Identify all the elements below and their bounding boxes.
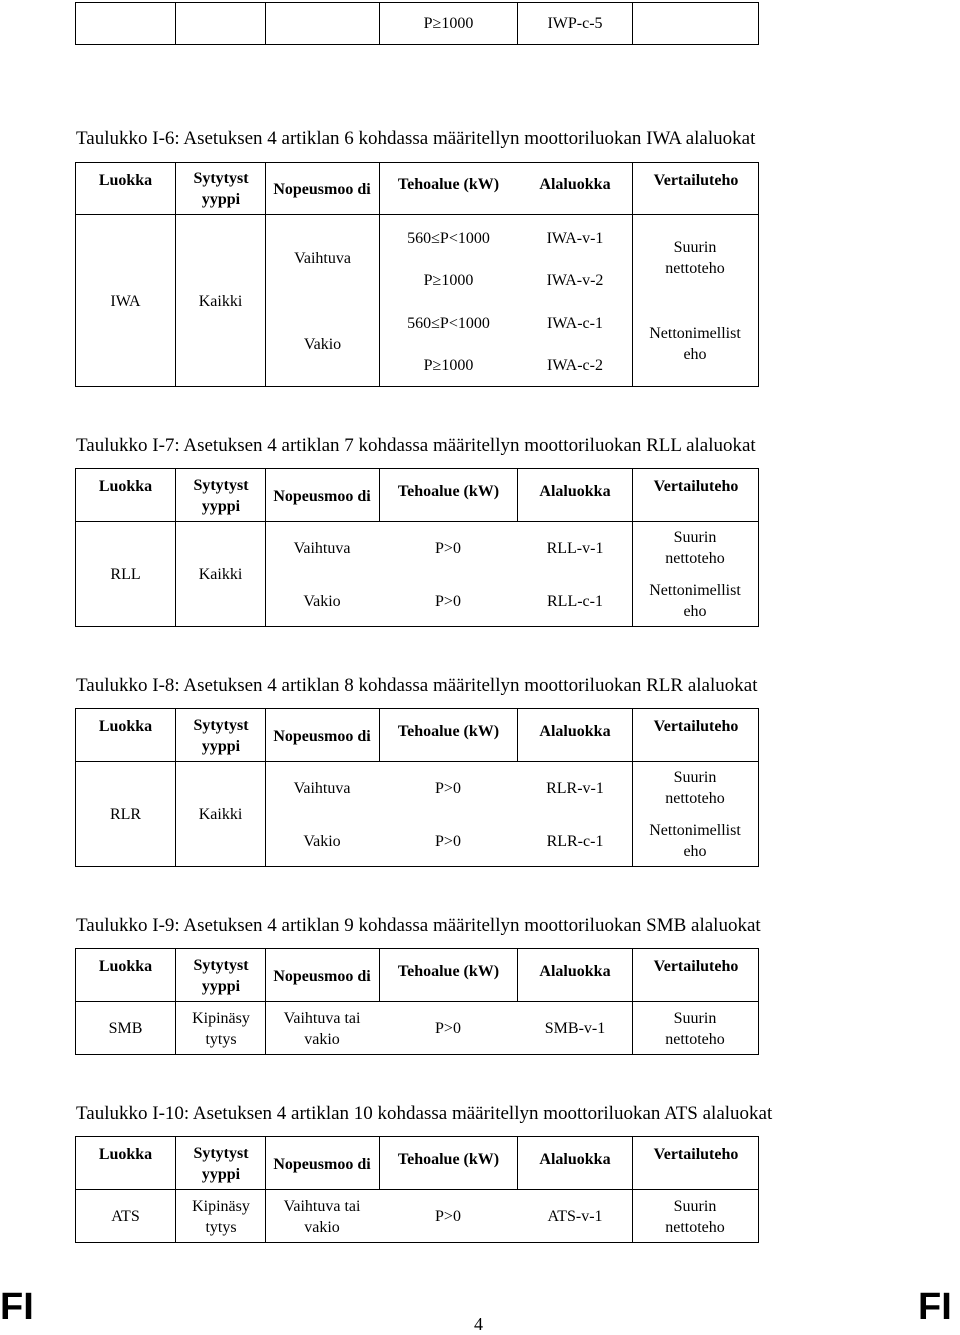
footer-language-left: FI — [0, 1286, 34, 1328]
cell-reference: Nettonimellist eho — [649, 325, 741, 363]
cell-ignition: Kaikki — [198, 566, 243, 583]
cell-ignition: Kipinäsy tytys — [192, 1010, 250, 1048]
cell-power: P>0 — [435, 1207, 461, 1225]
header-ignition: Sytytyst yyppi — [193, 477, 249, 515]
cell-reference: Suurin nettoteho — [665, 239, 725, 277]
header-class: Luokka — [98, 171, 153, 189]
cell-reference: Suurin nettoteho — [665, 529, 725, 567]
header-subclass: Alaluokka — [539, 482, 611, 500]
cell-reference: Suurin nettoteho — [665, 769, 725, 807]
cell-subclass: SMB-v-1 — [544, 1019, 606, 1037]
cell-ignition: Kaikki — [198, 806, 243, 823]
header-ignition: Sytytyst yyppi — [193, 717, 249, 755]
cell-power: P>0 — [435, 779, 461, 797]
table-caption-i10: Taulukko I-10: Asetuksen 4 artiklan 10 kohdassa määritellyn moottoriluokan ATS alaluokat — [76, 1103, 773, 1124]
cell-speed: Vakio — [303, 832, 341, 850]
cell-speed: Vakio — [303, 335, 342, 353]
cell-power: 560≤P<1000 — [407, 229, 490, 247]
header-subclass: Alaluokka — [539, 962, 611, 980]
cell-reference: Suurin nettoteho — [665, 1198, 725, 1236]
cell-subclass: ATS-v-1 — [547, 1207, 603, 1225]
cell-subclass: IWA-c-2 — [547, 356, 603, 374]
page-number: 4 — [474, 1314, 483, 1334]
cell-power: P≥1000 — [423, 15, 474, 32]
header-reference-power: Vertailuteho — [653, 957, 739, 975]
header-reference-power: Vertailuteho — [653, 717, 739, 735]
cell-class: RLR — [109, 806, 142, 823]
cell-power: P>0 — [435, 592, 461, 610]
cell-speed: Vaihtuva — [294, 249, 351, 267]
cell-speed: Vaihtuva — [293, 779, 351, 797]
cell-reference: Nettonimellist eho — [649, 582, 741, 620]
cell-reference: Suurin nettoteho — [665, 1010, 725, 1048]
header-subclass: Alaluokka — [539, 175, 611, 193]
header-speed: Nopeusmoo di — [273, 1155, 371, 1173]
cell-class: IWA — [110, 292, 141, 310]
cell-subclass: RLR-v-1 — [546, 779, 604, 797]
cell-power: P≥1000 — [423, 271, 474, 289]
table-caption-i6: Taulukko I-6: Asetuksen 4 artiklan 6 kohdassa määritellyn moottoriluokan IWA alaluokat — [76, 128, 756, 149]
header-subclass: Alaluokka — [539, 1150, 611, 1168]
footer-language-right: FI — [918, 1286, 952, 1328]
cell-speed: Vakio — [303, 592, 341, 610]
header-power-range: Tehoalue (kW) — [397, 1150, 500, 1168]
header-speed: Nopeusmoo di — [273, 967, 371, 985]
cell-ignition: Kaikki — [198, 292, 243, 310]
cell-subclass: RLR-c-1 — [546, 832, 604, 850]
cell-class: ATS — [111, 1208, 140, 1225]
header-class: Luokka — [98, 717, 153, 735]
header-speed: Nopeusmoo di — [273, 487, 371, 505]
table-caption-i8: Taulukko I-8: Asetuksen 4 artiklan 8 kohdassa määritellyn moottoriluokan RLR alaluokat — [76, 675, 758, 696]
cell-subclass: RLL-c-1 — [547, 592, 603, 610]
header-power-range: Tehoalue (kW) — [397, 482, 500, 500]
header-power-range: Tehoalue (kW) — [397, 175, 500, 193]
cell-speed: Vaihtuva tai vakio — [283, 1010, 361, 1048]
table-caption-i9: Taulukko I-9: Asetuksen 4 artiklan 9 kohdassa määritellyn moottoriluokan SMB alaluokat — [76, 915, 761, 936]
cell-reference: Nettonimellist eho — [649, 822, 741, 860]
cell-subclass: RLL-v-1 — [546, 539, 604, 557]
cell-ignition: Kipinäsy tytys — [192, 1198, 250, 1236]
header-power-range: Tehoalue (kW) — [397, 722, 500, 740]
header-ignition: Sytytyst yyppi — [193, 957, 249, 995]
cell-subclass: IWP-c-5 — [547, 15, 603, 32]
header-power-range: Tehoalue (kW) — [397, 962, 500, 980]
header-ignition: Sytytyst yyppi — [193, 170, 249, 208]
cell-class: SMB — [108, 1020, 143, 1037]
cell-power: P>0 — [435, 832, 461, 850]
cell-class: RLL — [110, 566, 141, 583]
table-caption-i7: Taulukko I-7: Asetuksen 4 artiklan 7 kohdassa määritellyn moottoriluokan RLL alaluokat — [76, 435, 756, 456]
header-reference-power: Vertailuteho — [653, 477, 739, 495]
header-speed: Nopeusmoo di — [273, 180, 371, 198]
header-class: Luokka — [98, 477, 153, 495]
cell-power: P>0 — [435, 1019, 461, 1037]
cell-speed: Vaihtuva — [293, 539, 351, 557]
header-class: Luokka — [98, 1145, 153, 1163]
header-subclass: Alaluokka — [539, 722, 611, 740]
cell-subclass: IWA-v-1 — [546, 229, 604, 247]
cell-subclass: IWA-v-2 — [546, 271, 604, 289]
cell-subclass: IWA-c-1 — [547, 314, 603, 332]
cell-speed: Vaihtuva tai vakio — [283, 1198, 361, 1236]
cell-power: P≥1000 — [423, 356, 474, 374]
header-ignition: Sytytyst yyppi — [193, 1145, 249, 1183]
header-reference-power: Vertailuteho — [653, 1145, 739, 1163]
header-speed: Nopeusmoo di — [273, 727, 371, 745]
header-reference-power: Vertailuteho — [653, 171, 739, 189]
cell-power: 560≤P<1000 — [407, 314, 490, 332]
cell-power: P>0 — [435, 539, 461, 557]
header-class: Luokka — [98, 957, 153, 975]
